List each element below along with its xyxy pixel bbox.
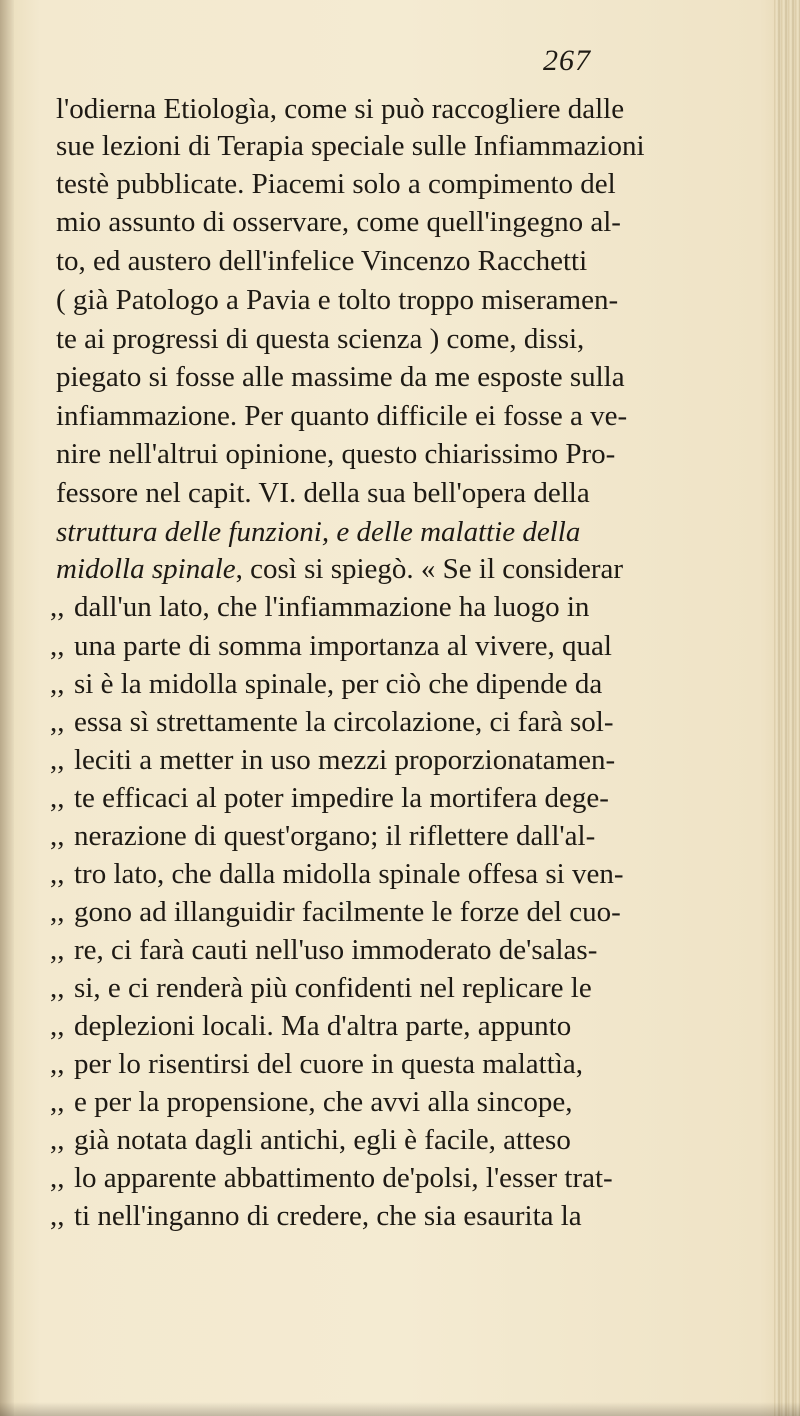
text-line <box>50 743 616 777</box>
line-text: , così si spiegò. « Se il considerar <box>235 553 624 585</box>
quote-mark: ,, <box>50 1162 65 1194</box>
line-text: essa sì strettamente la circolazione, ci farà sol- <box>74 706 614 738</box>
line-text: re, ci farà cauti nell'uso immoderato de'salas- <box>74 934 598 966</box>
line-text: te ai progressi di questa scienza ) come, dissi, <box>56 323 585 355</box>
quote-mark: ,, <box>50 1124 65 1156</box>
text-line <box>56 205 621 239</box>
line-text: piegato si fosse alle massime da me esposte sulla <box>56 361 625 393</box>
text-line <box>50 1047 583 1081</box>
line-text: leciti a metter in uso mezzi proporzionatamen- <box>74 744 616 776</box>
text-line <box>50 857 624 891</box>
line-text: fessore nel capit. VI. della sua bell'opera della <box>56 477 590 509</box>
text-line <box>50 971 592 1005</box>
quote-mark: ,, <box>50 591 65 623</box>
line-text: testè pubblicate. Piacemi solo a compimento del <box>56 168 616 200</box>
text-line <box>50 629 612 663</box>
line-text: l'odierna Etiologìa, come si può raccogliere dalle <box>56 93 625 125</box>
line-text: per lo risentirsi del cuore in questa malattìa, <box>74 1048 583 1080</box>
text-line <box>56 283 618 317</box>
line-text: to, ed austero dell'infelice Vincenzo Racchetti <box>56 245 588 277</box>
text-line <box>56 437 615 471</box>
text-line <box>56 515 580 549</box>
text-line <box>50 1199 582 1233</box>
quote-mark: ,, <box>50 1010 65 1042</box>
quote-mark: ,, <box>50 934 65 966</box>
line-text: te efficaci al poter impedire la mortifera dege- <box>74 782 609 814</box>
text-line <box>50 590 590 624</box>
text-line <box>50 1085 573 1119</box>
quote-mark: ,, <box>50 858 65 890</box>
text-line <box>56 476 590 510</box>
text-line <box>56 167 616 201</box>
text-line <box>56 244 587 278</box>
line-text: deplezioni locali. Ma d'altra parte, appunto <box>74 1010 572 1042</box>
quote-mark: ,, <box>50 972 65 1004</box>
line-text: già notata dagli antichi, egli è facile, atteso <box>74 1124 571 1156</box>
line-text: ( già Patologo a Pavia e tolto troppo miseramen- <box>56 284 619 316</box>
text-line <box>50 667 603 701</box>
line-text: sue lezioni di Terapia speciale sulle Infiammazioni <box>56 130 645 162</box>
text-line <box>50 1161 613 1195</box>
text-line <box>50 781 609 815</box>
text-line <box>56 399 627 433</box>
line-text: una parte di somma importanza al vivere, qual <box>74 630 612 662</box>
text-line <box>50 933 598 967</box>
line-text: infiammazione. Per quanto difficile ei fosse a ve- <box>56 400 628 432</box>
quote-mark: ,, <box>50 668 65 700</box>
text-line <box>56 552 623 586</box>
text-line <box>50 705 614 739</box>
quote-mark: ,, <box>50 744 65 776</box>
italic-title: struttura delle funzioni, e delle malattie della <box>56 516 581 548</box>
line-text: mio assunto di osservare, come quell'ingegno al- <box>56 206 621 238</box>
line-text: e per la propensione, che avvi alla sincope, <box>74 1086 573 1118</box>
line-text: nire nell'altrui opinione, questo chiarissimo Pro- <box>56 438 616 470</box>
quote-mark: ,, <box>50 1200 65 1232</box>
quote-mark: ,, <box>50 706 65 738</box>
text-line <box>50 1009 572 1043</box>
line-text: nerazione di quest'organo; il riflettere dall'al- <box>74 820 596 852</box>
text-line <box>50 819 596 853</box>
quote-mark: ,, <box>50 1086 65 1118</box>
line-text: si è la midolla spinale, per ciò che dipende da <box>74 668 603 700</box>
text-line <box>56 92 624 126</box>
text-line <box>50 1123 571 1157</box>
quote-mark: ,, <box>50 820 65 852</box>
quote-mark: ,, <box>50 1048 65 1080</box>
page-number: 267 <box>543 44 591 77</box>
text-line <box>56 129 645 163</box>
quote-mark: ,, <box>50 896 65 928</box>
line-text: tro lato, che dalla midolla spinale offesa si ven- <box>74 858 624 890</box>
text-line <box>56 360 625 394</box>
text-line <box>56 322 584 356</box>
line-text: ti nell'inganno di credere, che sia esaurita la <box>74 1200 582 1232</box>
line-text: gono ad illanguidir facilmente le forze del cuo- <box>74 896 621 928</box>
line-text: dall'un lato, che l'infiammazione ha luogo in <box>74 591 590 623</box>
quote-mark: ,, <box>50 630 65 662</box>
line-text: si, e ci renderà più confidenti nel replicare le <box>74 972 592 1004</box>
line-text: lo apparente abbattimento de'polsi, l'esser trat- <box>74 1162 613 1194</box>
italic-title: midolla spinale <box>56 553 236 585</box>
quote-mark: ,, <box>50 782 65 814</box>
text-line <box>50 895 621 929</box>
